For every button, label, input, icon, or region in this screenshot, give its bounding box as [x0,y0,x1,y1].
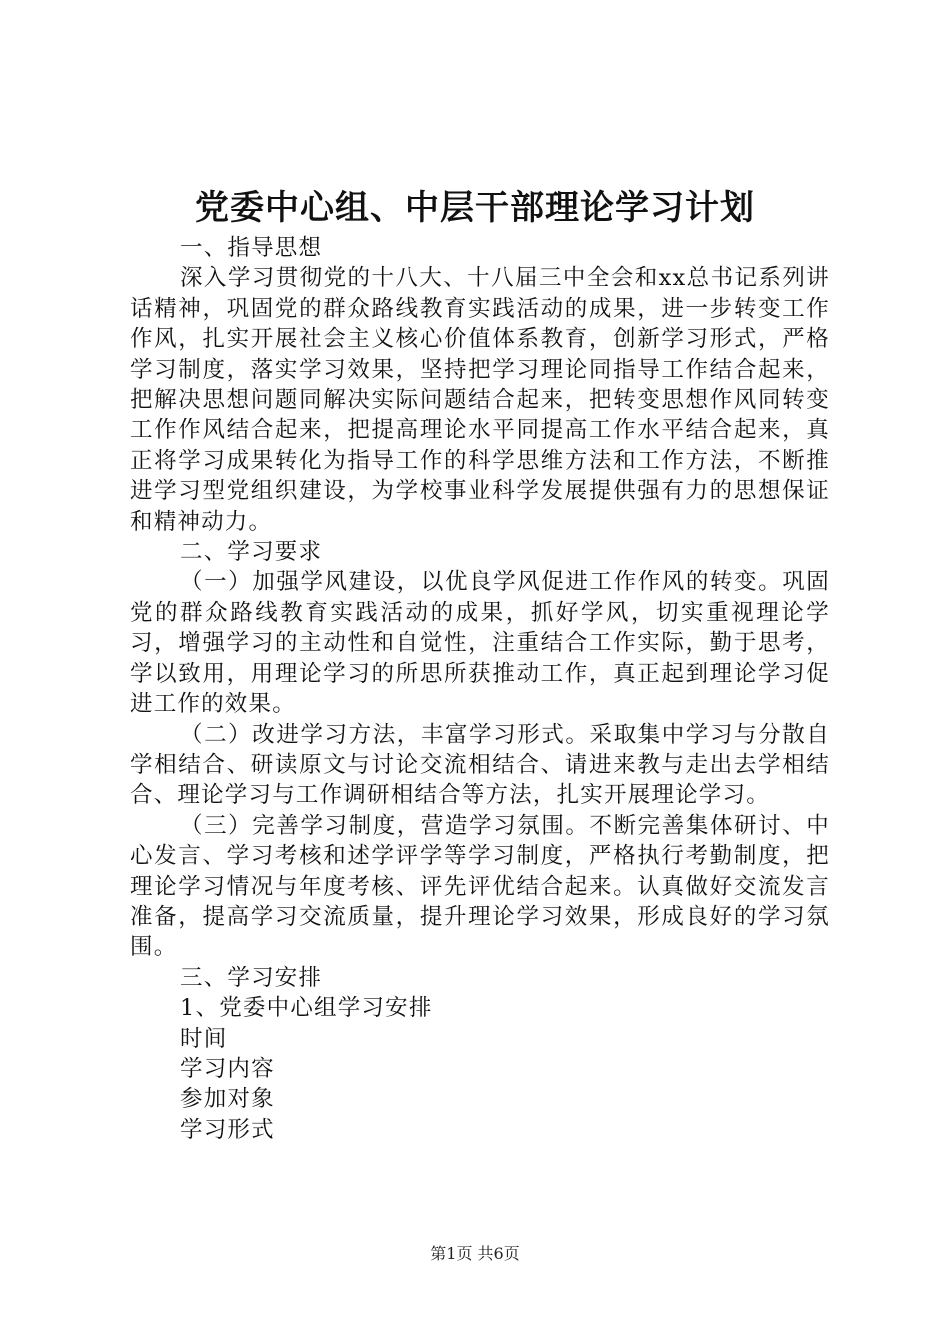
table-label-content: 学习内容 [180,1055,275,1082]
table-label-form: 学习形式 [180,1116,275,1143]
table-label-participants: 参加对象 [180,1086,275,1113]
section-heading-study-arrangement: 三、学习安排 [180,964,323,991]
subheading-committee-arrangement: 1、党委中心组学习安排 [180,995,433,1022]
section-heading-guiding-ideology: 一、指导思想 [180,235,323,261]
paragraph-guiding-ideology: 深入学习贯彻党的十八大、十八届三中全会和xx总书记系列讲话精神，巩固党的群众路线教育实践活动的成果，进一步转变工作作风，扎实开展社会主义核心价值体系教育，创新学习形式，严格学习制度，落实学习效果，坚持把学习理论同指导工作结合起来，把解决思想问题同解决实际问题结合起来，把转变思想作风同转变工作作风结合起来，把提高理论水平同提高工作水平结合起来，真正将学习成果转化为指导工作的科学思维方法和工作方法，不断推进学习型党组织建设，为学校事业科学发展提供强有力的思想保证和精神动力。 [130,265,830,535]
paragraph-requirement-2: （二）改进学习方法，丰富学习形式。采取集中学习与分散自学相结合、研读原文与讨论交流相结合、请进来教与走出去学相结合、理论学习与工作调研相结合等方法，扎实开展理论学习。 [130,721,830,809]
section-heading-study-requirements: 二、学习要求 [180,539,323,566]
table-label-time: 时间 [180,1025,228,1052]
paragraph-requirement-3: （三）完善学习制度，营造学习氛围。不断完善集体研讨、中心发言、学习考核和述学评学等学习制度，严格执行考勤制度，把理论学习情况与年度考核、评先评优结合起来。认真做好交流发言准备，提高学习交流质量，提升理论学习效果，形成良好的学习氛围。 [130,812,830,961]
paragraph-requirement-1: （一）加强学风建设，以优良学风促进工作作风的转变。巩固党的群众路线教育实践活动的成果，抓好学风，切实重视理论学习，增强学习的主动性和自觉性，注重结合工作实际，勤于思考，学以致用，用理论学习的所思所获推动工作，真正起到理论学习促进工作的效果。 [130,569,830,718]
document-body [130,233,830,1145]
document-title: 党委中心组、中层干部理论学习计划 [195,188,755,228]
page-footer: 第1页 共6页 [430,1244,520,1263]
